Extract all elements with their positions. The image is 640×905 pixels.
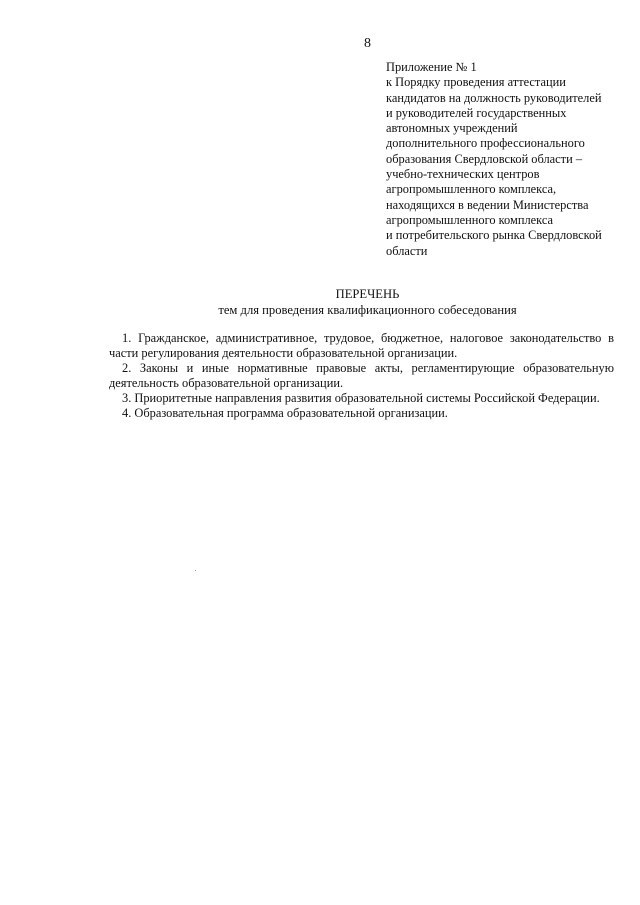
topic-item: 3. Приоритетные направления развития образовательной системы Российской Федерации. [122,390,600,405]
appendix-line: к Порядку проведения аттестации [386,75,566,90]
appendix-line: дополнительного профессионального [386,136,585,151]
document-title: ПЕРЕЧЕНЬ [335,287,400,301]
appendix-line: области [386,243,428,258]
appendix-line: кандидатов на должность руководителей [386,90,602,105]
topic-item: 2. Законы и иные нормативные правовые акты, регламентирующие образовательную деятельность образовательной организации. [109,360,614,390]
appendix-block [386,60,626,259]
scan-artifact [195,570,196,571]
appendix-line: учебно-технических центров [386,167,540,182]
page-number: 8 [364,36,371,51]
appendix-line: автономных учреждений [386,121,518,136]
document-subtitle: тем для проведения квалификационного собеседования [218,303,517,317]
topic-item: 1. Гражданское, административное, трудовое, бюджетное, налоговое законодательство в части регулирования деятельности образовательной организации. [109,331,614,360]
appendix-line: и руководителей государственных [386,105,567,120]
appendix-line: Приложение № 1 [386,60,477,74]
topics-list [109,331,614,420]
topic-item: 4. Образовательная программа образовательной организации. [122,405,448,420]
appendix-line: и потребительского рынка Свердловской [386,228,602,243]
appendix-line: агропромышленного комплекса, [386,182,557,197]
appendix-line: находящихся в ведении Министерства [386,197,589,212]
appendix-line: агропромышленного комплекса [386,212,554,227]
appendix-line: образования Свердловской области – [386,151,583,166]
